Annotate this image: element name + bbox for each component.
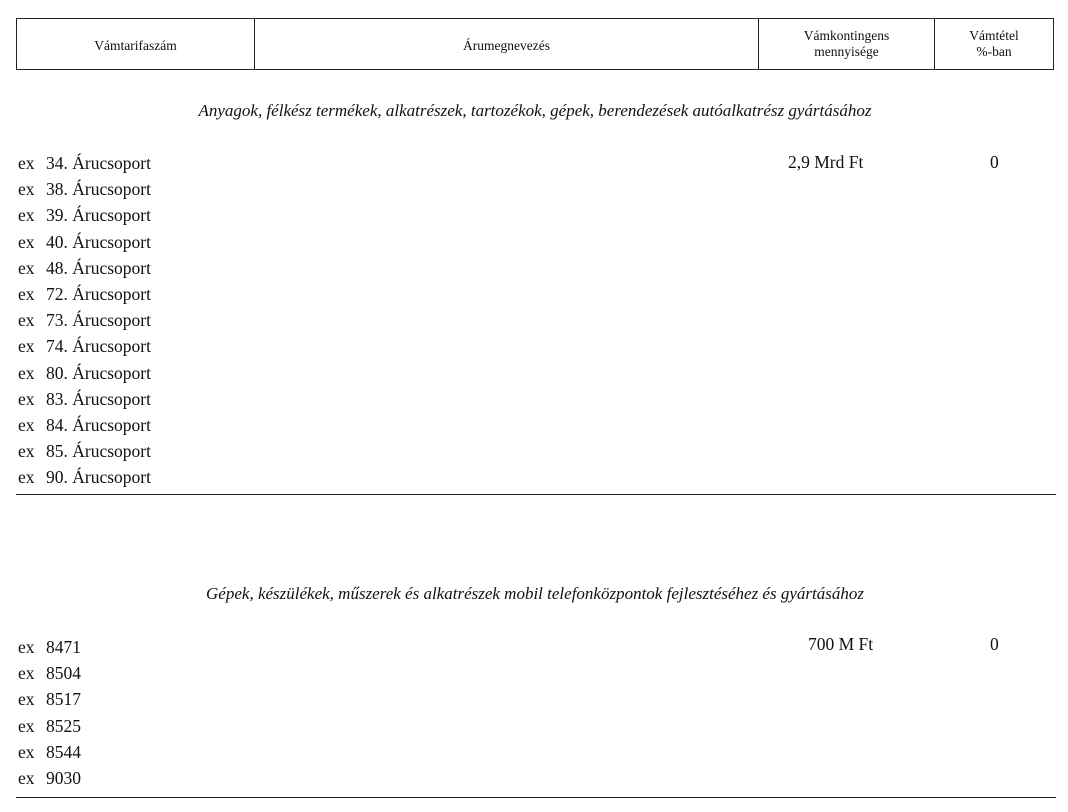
tariff-code-row [18,386,151,412]
header-rate-line2: %-ban [976,44,1012,59]
tariff-code-row [18,713,81,739]
tariff-code: 34. Árucsoport [46,153,151,173]
quota-value-mobile-exchanges: 700 M Ft [808,634,874,654]
header-quota-amount-label [804,28,890,60]
tariff-code: 73. Árucsoport [46,310,151,331]
ex-prefix: ex [18,257,35,278]
tariff-code-row [18,765,81,791]
tariff-code: 72. Árucsoport [46,283,151,304]
tariff-code-row [18,281,151,307]
ex-prefix: ex [18,689,35,710]
tariff-code-row [18,660,81,686]
quota-value-auto-parts: 2,9 Mrd Ft [788,152,864,172]
tariff-code: 8504 [46,663,81,684]
ex-prefix: ex [18,388,35,409]
header-goods-description-label: Árumegnevezés [463,38,550,53]
tariff-code-row [18,229,151,255]
tariff-code-row [18,176,151,202]
tariff-code-list-auto-parts [18,150,151,490]
header-tariff-number [17,19,255,69]
tariff-code-row [18,360,151,386]
header-quota-line2: mennyisége [814,44,879,59]
tariff-code-list-mobile-exchanges [18,634,81,791]
header-rate-line1: Vámtétel [969,28,1019,43]
ex-prefix: ex [18,663,35,684]
rate-value-mobile-exchanges: 0 [990,634,999,654]
ex-prefix: ex [18,467,35,488]
tariff-code-row [18,255,151,281]
tariff-code-row [18,464,151,490]
tariff-code: 90. Árucsoport [46,467,151,488]
ex-prefix: ex [18,715,35,736]
ex-prefix: ex [18,283,35,304]
ex-prefix: ex [18,414,35,435]
tariff-code: 85. Árucsoport [46,441,151,462]
tariff-code: 39. Árucsoport [46,205,151,226]
tariff-code-row [18,634,81,660]
section-title-mobile-exchanges: Gépek, készülékek, műszerek és alkatrészek mobil telefonközpontok fejlesztéséhez és gyártásához [206,584,864,603]
tariff-code-row [18,438,151,464]
ex-prefix: ex [18,231,35,252]
ex-prefix: ex [18,741,35,762]
header-goods-description [255,19,759,69]
tariff-code: 8517 [46,689,81,710]
header-quota-line1: Vámkontingens [803,28,890,43]
ex-prefix: ex [18,362,35,383]
tariff-code: 9030 [46,767,81,788]
ex-prefix: ex [18,637,35,657]
tariff-code: 8471 [46,637,81,657]
header-duty-rate-label [969,28,1018,60]
section-title-auto-parts: Anyagok, félkész termékek, alkatrészek, tartozékok, gépek, berendezések autóalkatrész gyártásához [198,101,872,120]
tariff-code-row [18,307,151,333]
tariff-code: 8525 [46,715,81,736]
tariff-code-row [18,202,151,228]
tariff-code: 84. Árucsoport [46,414,151,435]
tariff-code-row [18,412,151,438]
header-quota-amount [759,19,935,69]
tariff-code: 80. Árucsoport [46,362,151,383]
table-header [16,18,1054,70]
ex-prefix: ex [18,310,35,331]
ex-prefix: ex [18,179,35,200]
tariff-code: 38. Árucsoport [46,179,151,200]
section-divider [16,797,1056,798]
ex-prefix: ex [18,205,35,226]
header-tariff-number-label: Vámtarifaszám [94,38,177,53]
ex-prefix: ex [18,153,35,173]
tariff-code-row [18,686,81,712]
tariff-code: 40. Árucsoport [46,231,151,252]
header-duty-rate [935,19,1053,69]
ex-prefix: ex [18,767,35,788]
tariff-code: 8544 [46,741,81,762]
tariff-code-row [18,333,151,359]
tariff-code-row [18,739,81,765]
section-divider [16,494,1056,495]
ex-prefix: ex [18,441,35,462]
rate-value-auto-parts: 0 [990,152,999,172]
tariff-code-row [18,150,151,176]
tariff-code: 83. Árucsoport [46,388,151,409]
ex-prefix: ex [18,336,35,357]
tariff-code: 48. Árucsoport [46,257,151,278]
tariff-code: 74. Árucsoport [46,336,151,357]
